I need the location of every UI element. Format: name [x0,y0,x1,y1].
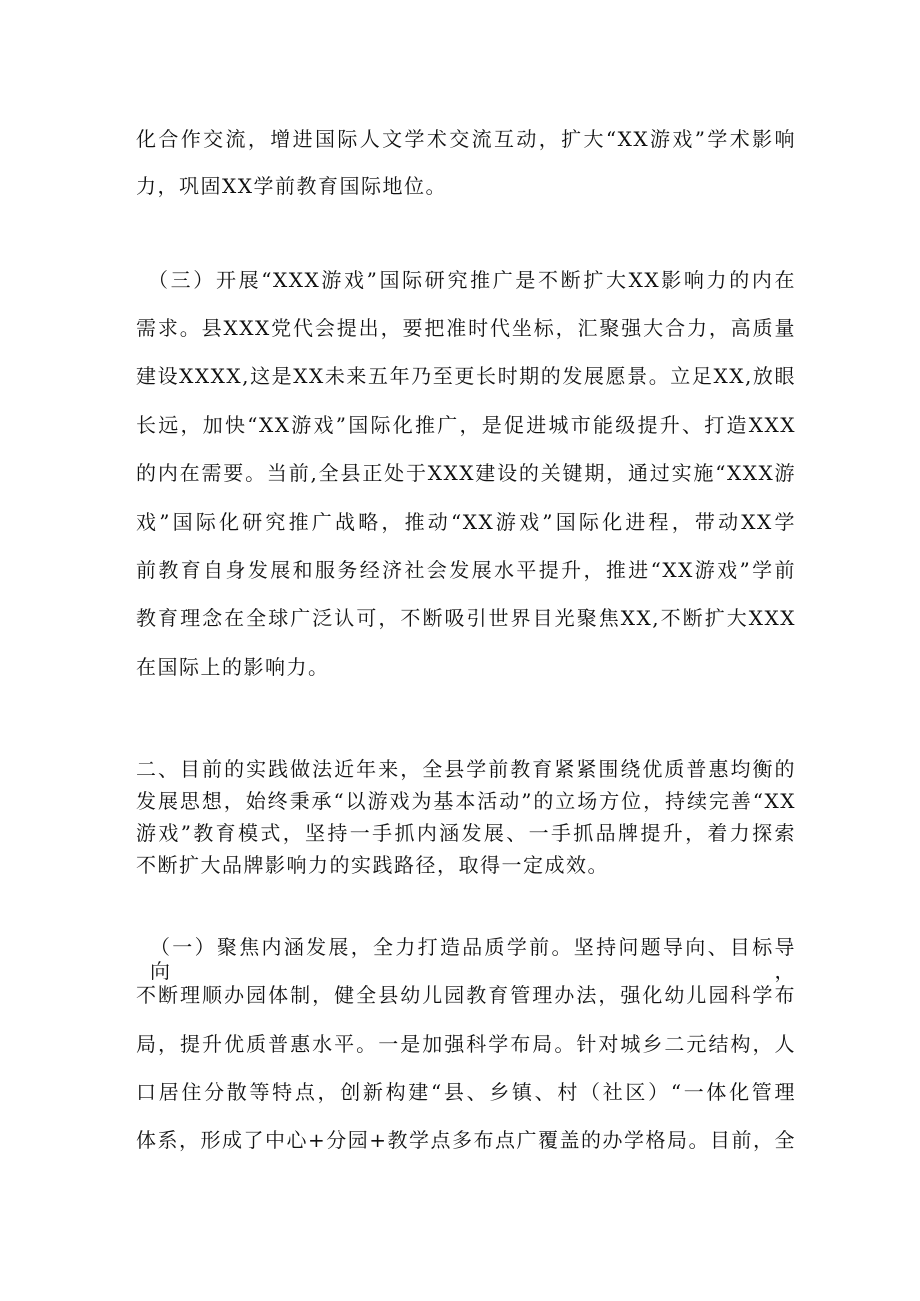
text-line: 力，巩固XX学前教育国际地位。 [136,174,447,198]
text-line: 的内在需要。当前,全县正处于XXX建设的关键期，通过实施“XXX游 [136,461,796,485]
text-line: 口居住分散等特点，创新构建“县、乡镇、村（社区）“一体化管理 [136,1080,796,1104]
text-line: （三）开展“XXX游戏”国际研究推广是不断扩大XX影响力的内在 [148,268,796,292]
text-line: 局，提升优质普惠水平。一是加强科学布局。针对城乡二元结构，人 [136,1032,796,1056]
text-line: 发展思想，始终秉承“以游戏为基本活动”的立场方位，持续完善“XX [136,789,796,813]
text-line: （一）聚焦内涵发展，全力打造品质学前。坚持问题导向、目标导向， [150,935,796,983]
text-line: 不断理顺办园体制，健全县幼儿园教育管理办法，强化幼儿园科学布 [136,983,796,1007]
text-line: 不断扩大品牌影响力的实践路径，取得一定成效。 [136,853,609,877]
text-line: 戏”国际化研究推广战略，推动“XX游戏”国际化进程，带动XX学 [136,510,796,534]
text-line: 需求。县XXX党代会提出，要把准时代坐标，汇聚强大合力，高质量 [136,316,796,340]
text-line: 在国际上的影响力。 [136,655,330,679]
text-line: 教育理念在全球广泛认可，不断吸引世界目光聚焦XX,不断扩大XXX [136,606,796,630]
text-line: 前教育自身发展和服务经济社会发展水平提升，推进“XX游戏”学前 [136,558,796,582]
text-line: 游戏”教育模式，坚持一手抓内涵发展、一手抓品牌提升，着力探索 [136,821,796,845]
text-line: 体系，形成了中心+分园+教学点多布点广覆盖的办学格局。目前，全 [136,1128,797,1152]
text-line: 建设XXXX,这是XX未来五年乃至更长时期的发展愿景。立足XX,放眼 [136,364,796,388]
text-line: 化合作交流，增进国际人文学术交流互动，扩大“XX游戏”学术影响 [136,127,796,151]
text-line: 长远，加快“XX游戏”国际化推广，是促进城市能级提升、打造XXX [136,413,796,437]
text-line: 二、目前的实践做法近年来，全县学前教育紧紧围绕优质普惠均衡的 [136,757,796,781]
